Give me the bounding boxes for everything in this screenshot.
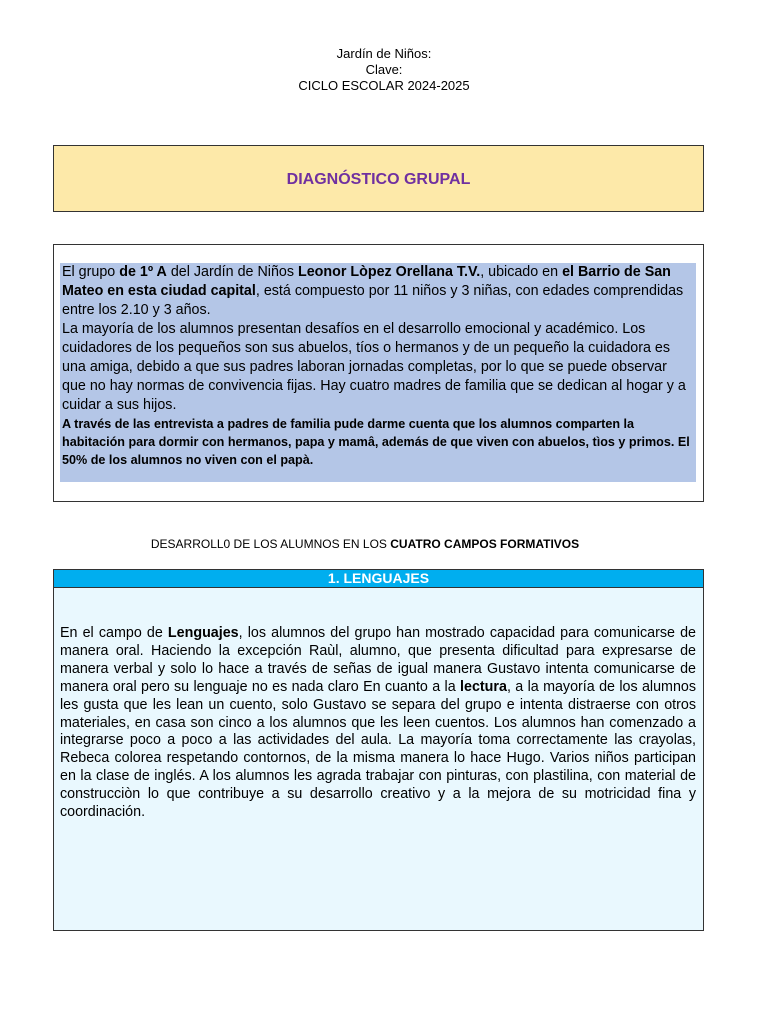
page-title: DIAGNÓSTICO GRUPAL	[286, 170, 471, 188]
intro-highlight	[60, 263, 696, 482]
school-key-label: Clave:	[365, 62, 403, 77]
lenguajes-text: En el campo de	[60, 625, 168, 641]
kindergarten-name: Leonor Lòpez Orellana T.V.	[297, 264, 481, 280]
lenguajes-header: 1. LENGUAJES	[54, 570, 703, 588]
school-name-label: Jardín de Niños:	[336, 46, 432, 61]
lenguajes-text: , los alumnos del grupo han mostrado capacidad para comunicarse de manera oral. Haciendo la excepción Raùl, alumno, que presenta dificultad para expresarse de manera verbal y solo lo hace a través de señas de igual manera Gustavo intenta comunicarse de manera oral pero su lenguaje no es nada claro En cuanto a la	[60, 625, 696, 695]
intro-paragraph-1	[62, 263, 694, 320]
lenguajes-paragraph	[60, 625, 696, 822]
section-heading	[0, 536, 730, 552]
intro-paragraph-2: La mayoría de los alumnos presentan desafíos en el desarrollo emocional y académico. Los cuidadores de los pequeños son sus abuelos, tíos o hermanos y de un pequeño la cuidadora es una amiga, debido a que sus padres laboran jornadas completas, por lo que se puede observar que no hay normas de convivencia fijas. Hay cuatro madres de familia que se dedican al hogar y a cuidar a sus hijos.	[62, 321, 686, 413]
group-name: de 1º A	[119, 264, 167, 280]
location-text: el Barrio de San Mateo en esta ciudad capital	[62, 264, 671, 299]
intro-text: del Jardín de Niños	[166, 264, 298, 280]
title-box	[53, 145, 704, 212]
intro-text: El grupo	[62, 264, 120, 280]
lenguajes-text: , a la mayoría de los alumnos les gusta que les lean un cuento, solo Gustavo se separa del grupo e intenta distraerse con otros materiales, en casa son cinco a los alumnos que les leen cuentos. Los alumnos han comenzado a integrarse poco a poco a las actividades del aula. La mayoría toma correctamente las crayolas, Rebeca colorea respetando contornos, de la misma manera lo hace Hugo. Varios niños participan en la clase de inglés. A los alumnos les agrada trabajar con pinturas, con plastilina, con material de construcciòn lo que contribuye a su desarrollo creativo y a la mejora de su motricidad fina y coordinación.	[60, 678, 697, 821]
lectura-keyword: lectura	[460, 678, 507, 695]
section-heading-prefix: DESARROLL0 DE LOS ALUMNOS EN LOS	[150, 537, 391, 551]
lenguajes-box	[53, 569, 704, 931]
intro-paragraph-3: A través de las entrevista a padres de familia pude darme cuenta que los alumnos comparten la habitación para dormir con hermanos, papa y mamâ, además de que viven con abuelos, tìos y primos. El 50% de los alumnos no viven con el papà.	[62, 417, 690, 467]
document-header	[0, 46, 768, 94]
intro-text: , ubicado en	[480, 264, 563, 280]
intro-text: , está compuesto por 11 niños y 3 niñas, con edades comprendidas entre los 2.10 y 3 años.	[62, 283, 684, 318]
intro-box	[53, 244, 704, 502]
school-cycle-label: CICLO ESCOLAR 2024-2025	[298, 78, 470, 93]
section-heading-bold: CUATRO CAMPOS FORMATIVOS	[390, 537, 580, 551]
lenguajes-keyword: Lenguajes	[167, 625, 239, 641]
